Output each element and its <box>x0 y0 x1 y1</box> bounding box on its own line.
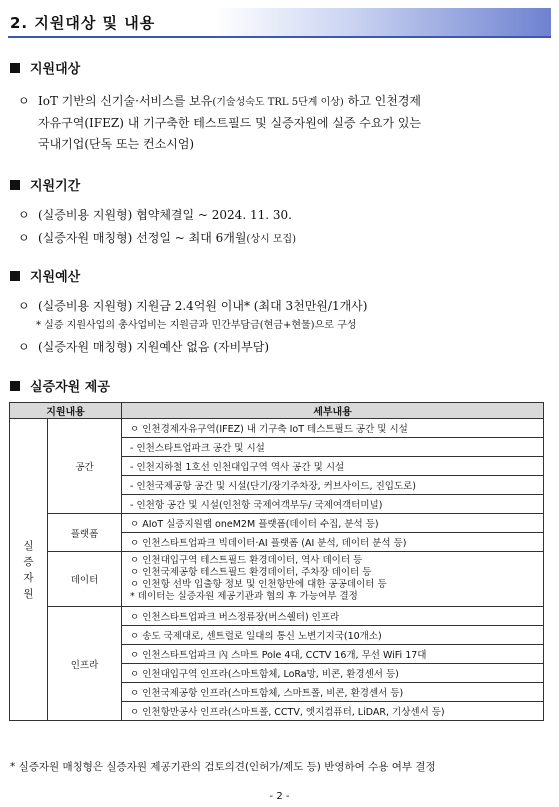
bullet-circle-icon: ㅇ <box>18 231 30 245</box>
section-header <box>8 8 551 38</box>
detail-cell: ㅇ 인천대입구역 인프라(스마트함체, LoRa망, 비콘, 환경센서 등) <box>122 664 544 683</box>
detail-cell: - 인천국제공항 공간 및 시설(단기/장기주차장, 커브사이드, 진입도로) <box>122 476 544 495</box>
detail-cell: ㅇ 인천국제공항 인프라(스마트함체, 스마트폴, 비콘, 환경센서 등) <box>122 683 544 702</box>
detail-cell: ㅇ 인천항만공사 인프라(스마트폴, CCTV, 엣지컴퓨터, LiDAR, 기상센서 등) <box>122 702 544 721</box>
detail-cell: ㅇ 송도 국제대로, 센트럴로 일대의 통신 노변기지국(10개소) <box>122 626 544 645</box>
table-row <box>10 419 544 438</box>
table-row <box>10 514 544 533</box>
category-data: 데이터 <box>48 552 122 607</box>
detail-line: ㅇ 인천대입구역 테스트필드 환경데이터, 역사 데이터 등 <box>130 555 363 566</box>
detail-cell: - 인천항 공간 및 시설(인천항 국제여객부두/ 국제여객터미널) <box>122 495 544 514</box>
target-line-1-end: 하고 인천경제 <box>343 94 422 108</box>
category-platform: 플랫폼 <box>48 514 122 552</box>
bullet-circle-icon: ㅇ <box>18 94 30 108</box>
group-label-char: 실 <box>23 539 34 552</box>
bullet-circle-icon: ㅇ <box>18 340 30 354</box>
section-title: 2. 지원대상 및 내용 <box>10 14 156 32</box>
target-line-1-main: IoT 기반의 신기술·서비스를 보유 <box>38 94 213 108</box>
footnote: * 실증자원 매칭형은 실증자원 제공기관의 검토의견(인허가/제도 등) 반영하여 수용 여부 결정 <box>10 761 436 773</box>
square-bullet-icon <box>10 63 20 73</box>
heading-budget-text: 지원예산 <box>30 270 81 285</box>
table-header-row <box>10 403 544 419</box>
heading-resources <box>10 376 110 395</box>
table-row <box>10 552 544 607</box>
header-support-content: 지원내용 <box>10 403 122 419</box>
heading-target-text: 지원대상 <box>30 62 81 77</box>
group-label-char: 자 <box>23 571 34 584</box>
target-line-1 <box>18 93 421 111</box>
detail-line: ㅇ 인천항 선박 입출항 정보 및 인천항만에 대한 공공데이터 등 <box>130 579 387 590</box>
detail-cell: ㅇ 인천스타트업파크 빅데이터·AI 플랫폼 (AI 분석, 데이터 분석 등) <box>122 533 544 552</box>
group-label-char: 증 <box>23 555 34 568</box>
square-bullet-icon <box>10 381 20 391</box>
detail-cell-multiline <box>122 552 544 607</box>
period-item-2 <box>18 230 296 248</box>
target-line-2: 자유구역(IFEZ) 내 기구축한 테스트필드 및 실증자원에 실증 수요가 있는 <box>38 116 422 130</box>
bullet-circle-icon: ㅇ <box>18 299 30 313</box>
square-bullet-icon <box>10 271 20 281</box>
heading-period <box>10 175 80 194</box>
resources-table <box>9 402 544 721</box>
period-item-2-text: (실증자원 매칭형) 선정일 ~ 최대 6개월 <box>38 231 247 245</box>
heading-target <box>10 58 80 77</box>
group-label-cell <box>10 419 48 721</box>
heading-budget <box>10 266 80 285</box>
group-label-char: 원 <box>23 587 34 600</box>
period-item-1 <box>18 207 292 223</box>
period-item-2-small: (상시 모집) <box>246 234 297 245</box>
category-space: 공간 <box>48 419 122 514</box>
square-bullet-icon <box>10 180 20 190</box>
detail-cell: - 인천지하철 1호선 인천대입구역 역사 공간 및 시설 <box>122 457 544 476</box>
detail-cell: ㅇ 인천스타트업파크 內 스마트 Pole 4대, CCTV 16개, 무선 WiFi 17대 <box>122 645 544 664</box>
heading-period-text: 지원기간 <box>30 179 81 194</box>
detail-line: * 데이터는 실증자원 제공기관과 협의 후 가능여부 결정 <box>130 591 358 602</box>
detail-cell: - 인천스타트업파크 공간 및 시설 <box>122 438 544 457</box>
budget-item-1 <box>18 298 367 314</box>
page-number: - 2 - <box>269 791 290 802</box>
budget-note: * 실증 지원사업의 총사업비는 지원금과 민간부담금(현금+현물)으로 구성 <box>36 320 357 331</box>
budget-item-2 <box>18 339 269 355</box>
period-item-1-text: (실증비용 지원형) 협약체결일 ~ 2024. 11. 30. <box>38 208 292 222</box>
budget-item-1-text: (실증비용 지원형) 지원금 2.4억원 이내* (최대 3천만원/1개사) <box>38 299 368 313</box>
table-row <box>10 607 544 626</box>
detail-line: ㅇ 인천국제공항 테스트필드 환경데이터, 주차장 데이터 등 <box>130 567 372 578</box>
detail-cell: ㅇ 인천경제자유구역(IFEZ) 내 기구축 IoT 테스트필드 공간 및 시설 <box>122 419 544 438</box>
heading-resources-text: 실증자원 제공 <box>30 380 110 395</box>
detail-cell: ㅇ AIoT 실증지원랩 oneM2M 플랫폼(데이터 수집, 분석 등) <box>122 514 544 533</box>
target-line-3: 국내기업(단독 또는 컨소시엄) <box>38 137 195 151</box>
budget-item-2-text: (실증자원 매칭형) 지원예산 없음 (자비부담) <box>38 340 270 354</box>
target-line-1-small: (기술성숙도 TRL 5단계 이상) <box>212 97 344 108</box>
bullet-circle-icon: ㅇ <box>18 208 30 222</box>
detail-cell: ㅇ 인천스타트업파크 버스정류장(버스쉘터) 인프라 <box>122 607 544 626</box>
header-detail-content: 세부내용 <box>122 403 544 419</box>
category-infra: 인프라 <box>48 607 122 721</box>
